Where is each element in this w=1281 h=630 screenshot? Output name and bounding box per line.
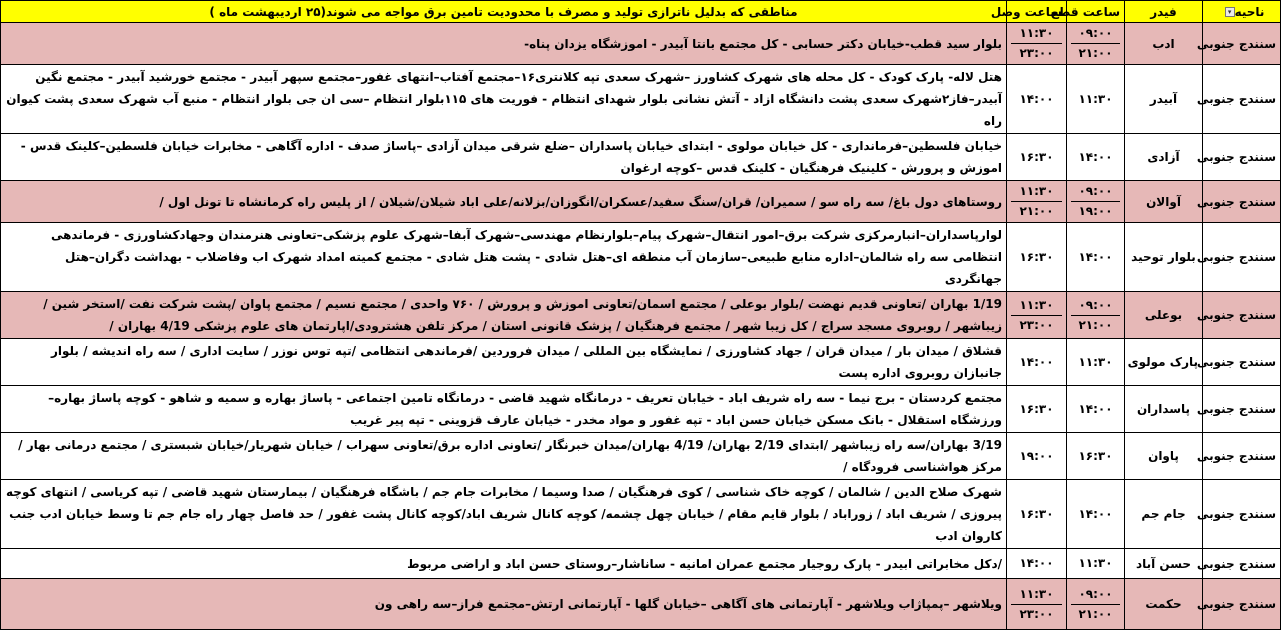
cut-time-value: ۰۹:۰۰ <box>1078 586 1113 601</box>
areas-cell: ویلاشهر –پمپاژاب ویلاشهر - آپارتمانی های آگاهی –خیابان گلها - آپارتمانی ارتش–مجتمع فراز–سه راهی ون <box>1 579 1007 630</box>
cut-time-cell <box>1067 292 1125 339</box>
table-title: مناطقی که بدلیل ناترازی تولید و مصرف با محدودیت تامین برق مواجه می شوند(۲۵ اردیبهشت ماه ) <box>1 1 1007 23</box>
table-row <box>1 292 1281 339</box>
feeder-cell: بوعلی <box>1125 292 1203 339</box>
connect-time-value: ۲۱:۰۰ <box>1011 201 1062 221</box>
feeder-cell: پاسداران <box>1125 386 1203 433</box>
connect-time-value: ۱۹:۰۰ <box>1019 448 1054 463</box>
region-cell: سنندج جنوبی <box>1203 65 1281 134</box>
region-cell: سنندج جنوبی <box>1203 386 1281 433</box>
cut-time-cell <box>1067 23 1125 65</box>
connect-time-header: ساعت وصل <box>1007 1 1067 23</box>
areas-cell: بلوار سید قطب-خیابان دکتر حسابی - کل مجتمع بانتا آبیدر - اموزشگاه یزدان پناه- <box>1 23 1007 65</box>
cut-time-cell <box>1067 339 1125 386</box>
feeder-cell: آوالان <box>1125 181 1203 223</box>
connect-time-cell <box>1007 23 1067 65</box>
feeder-cell: پاوان <box>1125 433 1203 480</box>
areas-cell: 1/19 بهاران /تعاونی قدیم نهضت /بلوار بوعلی / مجتمع اسمان/تعاونی اموزش و پرورش / ۷۶۰ واحدی / مجتمع نسیم / مجتمع پاوان /پشت شرکت نفت /استخر شین / زیباشهر / روبروی مسجد سراج / کل زیبا شهر / مجتمع فرهنگیان / پزشک قانونی استان / مرکز تلفن هشترودی/اپارتمان های علوم پزشکی 4/19 بهاران / <box>1 292 1007 339</box>
feeder-cell: جام جم <box>1125 480 1203 549</box>
table-row <box>1 65 1281 134</box>
region-cell: سنندج جنوبی <box>1203 433 1281 480</box>
connect-time-value: ۱۶:۳۰ <box>1019 506 1054 521</box>
cut-time-value: ۱۴:۰۰ <box>1078 249 1113 264</box>
connect-time-cell <box>1007 223 1067 292</box>
connect-time-cell <box>1007 579 1067 630</box>
cut-time-value: ۱۱:۳۰ <box>1078 556 1113 570</box>
table-row <box>1 223 1281 292</box>
connect-time-cell <box>1007 480 1067 549</box>
cut-time-cell <box>1067 433 1125 480</box>
table-row <box>1 579 1281 630</box>
cut-time-header: ساعت قطع <box>1067 1 1125 23</box>
feeder-cell: آزادی <box>1125 134 1203 181</box>
cut-time-value: ۱۶:۳۰ <box>1078 448 1113 463</box>
connect-time-value: ۱۴:۰۰ <box>1019 556 1054 570</box>
feeder-cell: حسن آباد <box>1125 549 1203 579</box>
cut-time-value: ۱۴:۰۰ <box>1078 149 1113 164</box>
feeder-header: فیدر <box>1125 1 1203 23</box>
cut-time-cell <box>1067 549 1125 579</box>
connect-time-cell <box>1007 181 1067 223</box>
feeder-cell: پارک مولوی <box>1125 339 1203 386</box>
areas-cell: روستاهای دول باغ/ سه راه سو / سمیران/ قران/سنگ سفید/عسکران/انگوزان/بزلانه/علی اباد شیلان/شیلان / از پلیس راه کرمانشاه تا تونل اول / <box>1 181 1007 223</box>
connect-time-cell <box>1007 292 1067 339</box>
cut-time-value: ۱۴:۰۰ <box>1078 506 1113 521</box>
connect-time-value: ۱۴:۰۰ <box>1019 91 1054 106</box>
region-cell: سنندج جنوبی <box>1203 23 1281 65</box>
connect-time-value: ۱۱:۳۰ <box>1019 26 1054 40</box>
table-row <box>1 181 1281 223</box>
table-row <box>1 339 1281 386</box>
cut-time-value: ۲۱:۰۰ <box>1071 315 1120 335</box>
header-row <box>1 1 1281 23</box>
connect-time-cell <box>1007 549 1067 579</box>
cut-time-value: ۰۹:۰۰ <box>1078 184 1113 198</box>
areas-cell: خیابان فلسطین–فرمانداری - کل خیابان مولوی - ابتدای خیابان پاسداران –ضلع شرقی میدان آزادی –پاساژ صدف - اداره آگاهی - مخابرات خیابان فلسطین–کلینک قدس - اموزش و پرورش - کلینیک فرهنگیان - کلینک قدس –کوچه ارغوان <box>1 134 1007 181</box>
region-cell: سنندج جنوبی <box>1203 549 1281 579</box>
region-cell: سنندج جنوبی <box>1203 480 1281 549</box>
areas-cell: شهرک صلاح الدین / شالمان / کوچه خاک شناسی / کوی فرهنگیان / صدا وسیما / مخابرات جام جم / باشگاه فرهنگیان / بیمارستان شهید قاضی / تپه کریاسی / انتهای کوچه پیروزی / شریف اباد / زوراباد / بلوار قایم مقام / خیابان چهل چشمه/ کوچه کانال شریف اباد/کوچه کانال پشت غفور / حد فاصل چهار راه جام جم تا وسط خیابان ادب جنب کاروان ادب <box>1 480 1007 549</box>
cut-time-value: ۲۱:۰۰ <box>1071 43 1120 63</box>
cut-time-value: ۱۱:۳۰ <box>1078 91 1113 106</box>
connect-time-value: ۱۶:۳۰ <box>1019 401 1054 416</box>
connect-time-cell <box>1007 65 1067 134</box>
connect-time-value: ۲۳:۰۰ <box>1011 43 1062 63</box>
cut-time-value: ۱۴:۰۰ <box>1078 401 1113 416</box>
region-cell: سنندج جنوبی <box>1203 579 1281 630</box>
region-cell: سنندج جنوبی <box>1203 134 1281 181</box>
connect-time-cell <box>1007 386 1067 433</box>
region-cell: سنندج جنوبی <box>1203 181 1281 223</box>
connect-time-value: ۱۱:۳۰ <box>1019 297 1054 312</box>
feeder-cell: ادب <box>1125 23 1203 65</box>
cut-time-cell <box>1067 579 1125 630</box>
region-cell: سنندج جنوبی <box>1203 223 1281 292</box>
cut-time-value: ۱۹:۰۰ <box>1071 201 1120 221</box>
connect-time-cell <box>1007 433 1067 480</box>
areas-cell: /دکل مخابراتی ابیدر - پارک روجیار مجتمع عمران امانیه - ساناشار–روستای حسن اباد و اراضی مربوط <box>1 549 1007 579</box>
table-row <box>1 23 1281 65</box>
cut-time-cell <box>1067 386 1125 433</box>
cut-time-cell <box>1067 480 1125 549</box>
connect-time-cell <box>1007 134 1067 181</box>
cut-time-cell <box>1067 223 1125 292</box>
region-header-label: ناحیه <box>1234 4 1265 19</box>
table-row <box>1 386 1281 433</box>
table-row <box>1 480 1281 549</box>
table-row <box>1 134 1281 181</box>
cut-time-value: ۲۱:۰۰ <box>1071 604 1120 624</box>
feeder-cell: آبیدر <box>1125 65 1203 134</box>
connect-time-value: ۲۳:۰۰ <box>1011 604 1062 624</box>
connect-time-value: ۱۶:۳۰ <box>1019 149 1054 164</box>
areas-cell: 3/19 بهاران/سه راه زیباشهر /ابتدای 2/19 بهاران/ 4/19 بهاران/میدان خبرنگار /تعاونی اداره برق/تعاونی سهراب / خیابان شهریار/خیابان شبستری / مجتمع درمانی بهار / مرکز هواشناسی فرودگاه / <box>1 433 1007 480</box>
connect-time-cell <box>1007 339 1067 386</box>
region-cell: سنندج جنوبی <box>1203 292 1281 339</box>
cut-time-cell <box>1067 65 1125 134</box>
cut-time-cell <box>1067 134 1125 181</box>
cut-time-value: ۰۹:۰۰ <box>1078 26 1113 40</box>
table-row <box>1 549 1281 579</box>
connect-time-value: ۲۳:۰۰ <box>1011 315 1062 335</box>
region-header[interactable] <box>1203 1 1281 23</box>
areas-cell: لوارپاسداران–انبارمرکزی شرکت برق–امور انتقال–شهرک پیام–بلوارنظام مهندسی–شهرک آبفا–شهرک علوم پزشکی–تعاونی هنرمندان وجهادکشاورزی - فرماندهی انتظامی سه راه شالمان–اداره منابع طبیعی–سازمان آب منطقه ای–هتل شادی - پشت هتل شادی - مجتمع کمیته امداد شهرک اب وفاضلاب - بهداشت دگران–هتل جهانگردی <box>1 223 1007 292</box>
connect-time-value: ۱۱:۳۰ <box>1019 586 1054 601</box>
table-row <box>1 433 1281 480</box>
areas-cell: هتل لاله- پارک کودک - کل محله های شهرک کشاورز –شهرک سعدی تپه کلانتری۱۶–مجتمع آفتاب–انتهای غفور–مجتمع سپهر آبیدر - مجتمع خورشید آبیدر - مجتمع نگین آبیدر–فاز۲شهرک سعدی پشت دانشگاه ازاد - آتش نشانی بلوار شهدای انتظام - فوریت های ۱۱۵بلوار انتظام –سی ان جی بلوار انتظام - منبع آب شهرک سعدی پشت کیوان راه <box>1 65 1007 134</box>
connect-time-value: ۱۱:۳۰ <box>1019 184 1054 198</box>
areas-cell: مجتمع کردستان - برج نیما - سه راه شریف اباد - خیابان تعریف - درمانگاه شهید قاضی - درمانگاه تامین اجتماعی - پاساژ بهاره و سمیه و شاهو - کوچه پاساژ بهاره–ورزشگاه استقلال - بانک مسکن خیابان حسن اباد - تپه غفور و مواد مخدر - خیابان عارف قزوینی - تپه پیر غریب <box>1 386 1007 433</box>
region-cell: سنندج جنوبی <box>1203 339 1281 386</box>
connect-time-value: ۱۶:۳۰ <box>1019 249 1054 264</box>
cut-time-value: ۰۹:۰۰ <box>1078 297 1113 312</box>
areas-cell: قشلاق / میدان بار / میدان قران / جهاد کشاورزی / نمایشگاه بین المللی / میدان فروردین /فرماندهی انتظامی /تپه توس نوزر / سایت اداری / سه راه اندیشه / بلوار جانبازان روبروی اداره پست <box>1 339 1007 386</box>
filter-dropdown-icon[interactable]: ▾ <box>1225 7 1235 17</box>
connect-time-value: ۱۴:۰۰ <box>1019 354 1054 369</box>
cut-time-value: ۱۱:۳۰ <box>1078 354 1113 369</box>
feeder-cell: حکمت <box>1125 579 1203 630</box>
feeder-cell: بلوار توحید <box>1125 223 1203 292</box>
cut-time-cell <box>1067 181 1125 223</box>
